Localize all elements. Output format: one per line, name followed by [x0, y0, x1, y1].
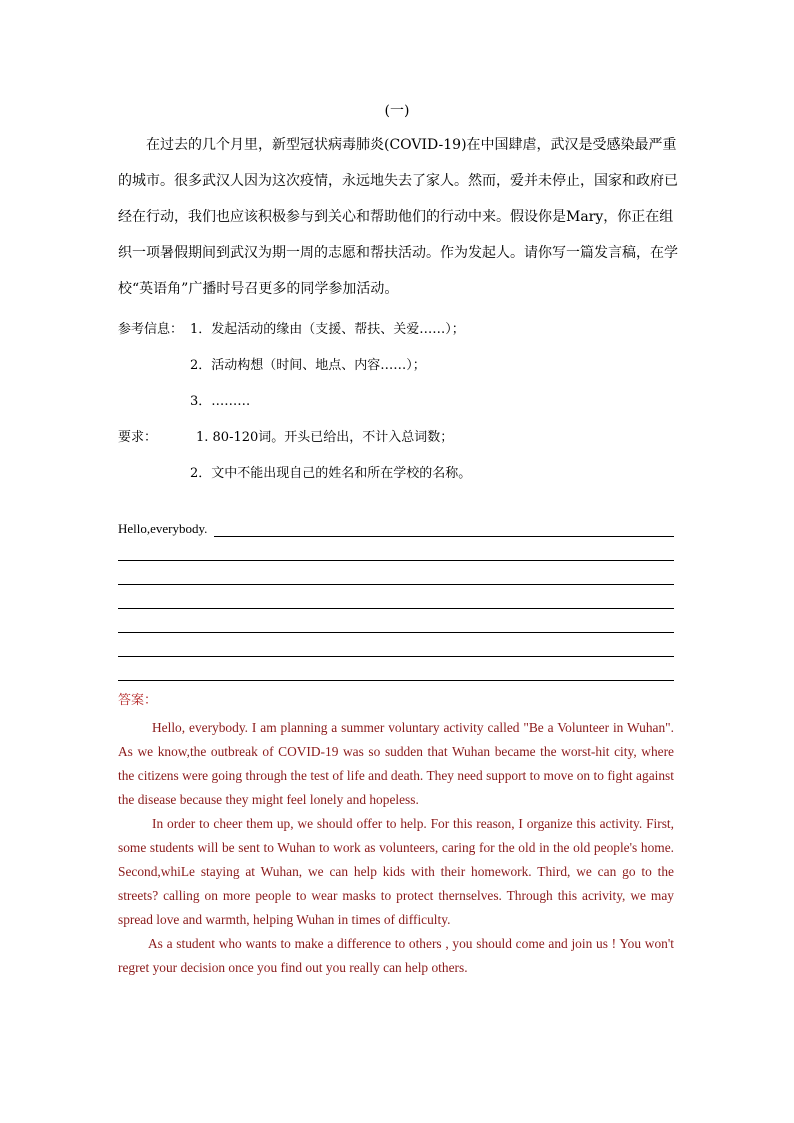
writing-line[interactable] — [118, 657, 674, 681]
writing-line[interactable] — [118, 561, 674, 585]
prompt-text: 在过去的几个月里，新型冠状病毒肺炎(COVID-19)在中国肆虐，武汉是受感染最严重的城市。很多武汉人因为这次疫情，永远地失去了家人。然而，爱并未停止，国家和政府已经在行动，我们也应该积极参与到关心和帮助他们的行动中来。假设你是Mary，你正在组织一项暑假期间到武汉为期一周的志愿和帮扶活动。作为发起人。请你写一篇发言稿，在学校“英语角”广播时号召更多的同学参加活动。 — [118, 137, 678, 297]
answer-paragraph-1: Hello, everybody. I am planning a summer voluntary activity called "Be a Volunteer in Wuhan". As we know,the outbreak of COVID-19 was so sudden that Wuhan became the worst-hit city, where the citizens were going through the test of life and death. They need support to move on to fight against the disease because they might feel lonely and hopeless. — [118, 720, 674, 807]
writing-line[interactable] — [118, 633, 674, 657]
answer-text — [118, 716, 674, 980]
reference-label: 参考信息： — [118, 322, 184, 337]
writing-area — [118, 513, 674, 681]
prompt-paragraph — [118, 127, 678, 307]
writing-line[interactable] — [118, 585, 674, 609]
answer-label: 答案： — [118, 693, 158, 708]
writing-line[interactable] — [118, 513, 674, 537]
reference-item-1: 1．发起活动的缘由（支援、帮扶、关爱……）； — [190, 322, 465, 337]
answer-paragraph-3: As a student who wants to make a difference to others , you should come and join us ! You won't regret your decision once you find out you really can help others. — [118, 936, 674, 975]
writing-opening: Hello,everybody. — [118, 521, 208, 536]
answer-paragraph-2: In order to cheer them up, we should offer to help. For this reason, I organize this activity. First, some students will be sent to Wuhan to work as volunteers, caring for the old in the old people's home. Second,whiLe staying at Wuhan, we can help kids with their homework. Third, we can go to the streets? calling on more people to wear masks to protect thernselves. Through this acrivity, we may spread love and warmth, helping Wuhan in times of difficulty. — [118, 816, 674, 927]
reference-item-2: 2．活动构想（时间、地点、内容……）； — [190, 358, 426, 373]
reference-item-3: 3．……… — [190, 394, 251, 409]
requirement-item-2: 2．文中不能出现自己的姓名和所在学校的名称。 — [190, 466, 472, 481]
writing-line[interactable] — [118, 537, 674, 561]
requirements-label: 要求： — [118, 430, 158, 445]
requirement-item-1: 1. 80-120词。开头已给出，不计入总词数； — [196, 430, 454, 445]
section-title: (一) — [384, 103, 410, 119]
writing-line[interactable] — [118, 609, 674, 633]
